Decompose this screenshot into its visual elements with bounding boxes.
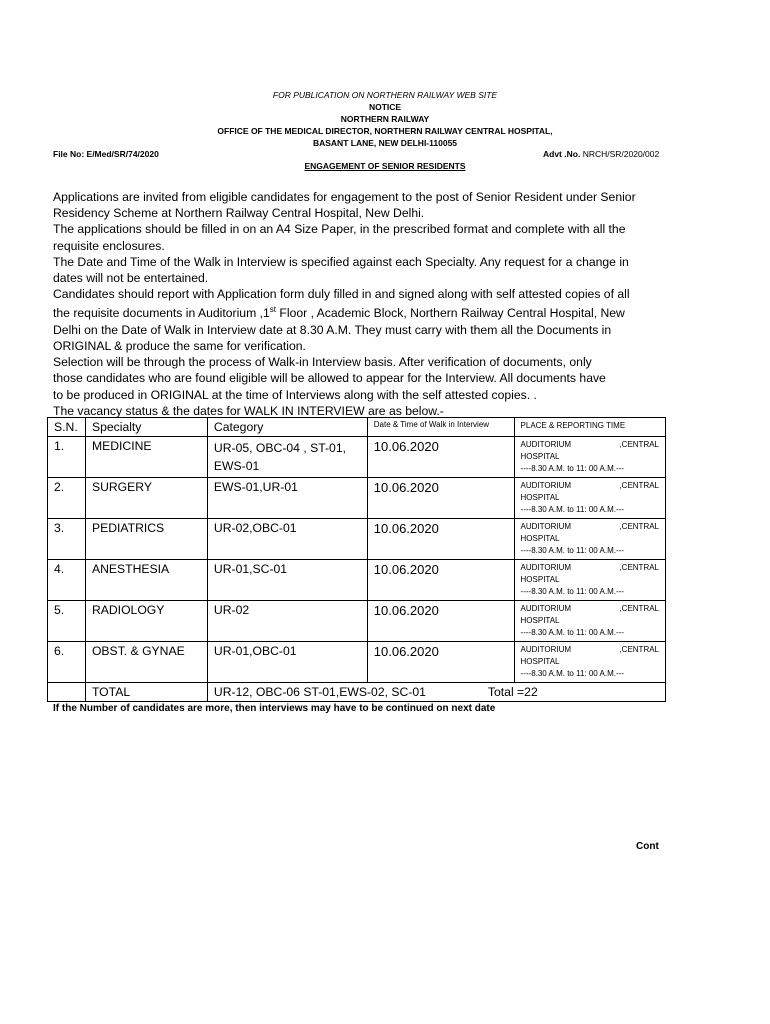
body-line: Applications are invited from eligible candidates for engagement to the post of Senior Resident under Senior — [53, 190, 636, 204]
cell-date: 10.06.2020 — [367, 478, 514, 519]
header-place: PLACE & REPORTING TIME — [514, 418, 665, 437]
table-row — [48, 560, 666, 601]
notice-title: NOTICE — [368, 102, 402, 112]
cell-sn — [48, 683, 86, 702]
body-line: dates will not be entertained. — [53, 271, 209, 286]
cell-sn: 1. — [48, 437, 86, 478]
cell-category: UR-01,OBC-01 — [207, 642, 367, 683]
body-line: Residency Scheme at Northern Railway Central Hospital, New Delhi. — [53, 206, 425, 221]
cell-sn: 5. — [48, 601, 86, 642]
cell-specialty: OBST. & GYNAE — [85, 642, 207, 683]
cell-sn: 6. — [48, 642, 86, 683]
footer-note: If the Number of candidates are more, then interviews may have to be continued on next date — [53, 703, 496, 714]
cell-category: UR-05, OBC-04 , ST-01, EWS-01 — [207, 437, 367, 478]
cell-category: UR-01,SC-01 — [207, 560, 367, 601]
table-total-row — [48, 683, 666, 702]
vacancy-table — [47, 417, 666, 702]
table-row — [48, 519, 666, 560]
body-line-auditorium: the requisite documents in Auditorium ,1st Floor , Academic Block, Northern Railway Central Hospital, New — [53, 305, 625, 321]
body-line: The applications should be filled in on an A4 Size Paper, in the prescribed format and complete with all the — [53, 222, 626, 237]
advt-value: NRCH/SR/2020/002 — [582, 149, 660, 159]
cell-sn: 4. — [48, 560, 86, 601]
cell-category: UR-02,OBC-01 — [207, 519, 367, 560]
header-specialty: Specialty — [85, 418, 207, 437]
cell-place: AUDITORIUM ,CENTRAL HOSPITAL ----8.30 A.M. to 11: 00 A.M.--- — [514, 642, 665, 683]
org-name: NORTHERN RAILWAY — [340, 114, 430, 124]
cell-specialty: SURGERY — [85, 478, 207, 519]
cell-place: AUDITORIUM ,CENTRAL HOSPITAL ----8.30 A.M. to 11: 00 A.M.--- — [514, 519, 665, 560]
cell-sn: 3. — [48, 519, 86, 560]
subject-line: ENGAGEMENT OF SENIOR RESIDENTS — [304, 161, 466, 171]
advt-label: Advt .No. — [543, 149, 581, 159]
cell-category: UR-02 — [207, 601, 367, 642]
cell-place: AUDITORIUM ,CENTRAL HOSPITAL ----8.30 A.M. to 11: 00 A.M.--- — [514, 478, 665, 519]
body-line: The Date and Time of the Walk in Interview is specified against each Specialty. Any request for a change in — [53, 254, 629, 269]
cell-date: 10.06.2020 — [367, 437, 514, 478]
office-name: OFFICE OF THE MEDICAL DIRECTOR, NORTHERN RAILWAY CENTRAL HOSPITAL, — [217, 126, 553, 136]
body-line: ORIGINAL & produce the same for verification. — [53, 338, 306, 353]
cell-total-summary: UR-12, OBC-06 ST-01,EWS-02, SC-01 Total =22 — [207, 683, 665, 702]
cell-sn: 2. — [48, 478, 86, 519]
header-date: Date & Time of Walk in Interview — [367, 418, 514, 437]
file-number: File No: E/Med/SR/74/2020 — [53, 149, 159, 159]
cell-specialty: MEDICINE — [85, 437, 207, 478]
cell-total-label: TOTAL — [85, 683, 207, 702]
body-line: to be produced in ORIGINAL at the time of Interviews along with the self attested copies. . — [53, 387, 537, 402]
cell-specialty: PEDIATRICS — [85, 519, 207, 560]
cell-place: AUDITORIUM ,CENTRAL HOSPITAL ----8.30 A.M. to 11: 00 A.M.--- — [514, 560, 665, 601]
table-row — [48, 478, 666, 519]
header-sn: S.N. — [48, 418, 86, 437]
body-line: those candidates who are found eligible will be allowed to appear for the Interview. All documents have — [53, 371, 606, 386]
cell-date: 10.06.2020 — [367, 642, 514, 683]
body-line: Delhi on the Date of Walk in Interview date at 8.30 A.M. They must carry with them all the Documents in — [53, 322, 612, 337]
cell-specialty: RADIOLOGY — [85, 601, 207, 642]
advt-number — [543, 149, 659, 159]
cell-date: 10.06.2020 — [367, 519, 514, 560]
table-row — [48, 437, 666, 478]
cell-specialty: ANESTHESIA — [85, 560, 207, 601]
body-line: Selection will be through the process of Walk-in Interview basis. After verification of documents, only — [53, 355, 592, 370]
table-header-row — [48, 418, 666, 437]
notice-body — [53, 189, 682, 419]
publication-line: FOR PUBLICATION ON NORTHERN RAILWAY WEB SITE — [272, 90, 498, 100]
body-line: The vacancy status & the dates for WALK IN INTERVIEW are as below.- — [53, 403, 444, 418]
body-line: requisite enclosures. — [53, 238, 165, 253]
total-count: Total =22 — [487, 685, 538, 699]
body-line: Candidates should report with Application form duly filled in and signed along with self attested copies of all — [53, 287, 630, 302]
continued-label: Cont — [636, 841, 659, 852]
cell-place: AUDITORIUM ,CENTRAL HOSPITAL ----8.30 A.M. to 11: 00 A.M.--- — [514, 601, 665, 642]
cell-date: 10.06.2020 — [367, 601, 514, 642]
cell-place: AUDITORIUM ,CENTRAL HOSPITAL ----8.30 A.M. to 11: 00 A.M.--- — [514, 437, 665, 478]
cell-date: 10.06.2020 — [367, 560, 514, 601]
table-row — [48, 642, 666, 683]
table-row — [48, 601, 666, 642]
header-category: Category — [207, 418, 367, 437]
cell-category: EWS-01,UR-01 — [207, 478, 367, 519]
office-address: BASANT LANE, NEW DELHI-110055 — [312, 138, 458, 148]
